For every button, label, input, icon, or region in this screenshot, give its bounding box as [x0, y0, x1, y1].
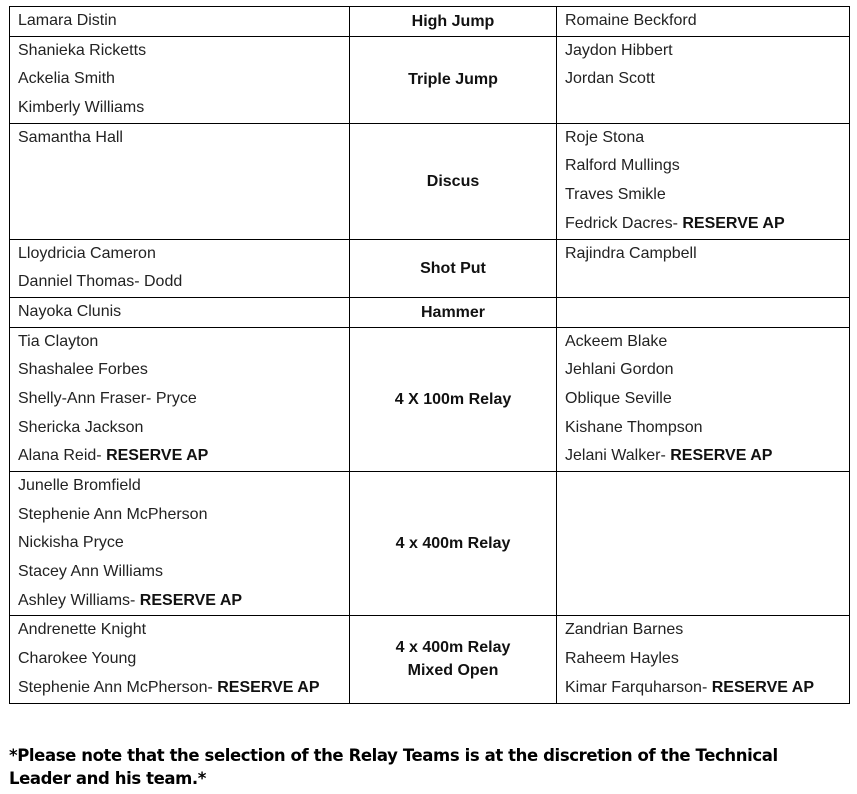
women-athletes-cell: [10, 472, 350, 616]
athlete-name: [18, 674, 341, 703]
athlete-name: [565, 210, 841, 239]
athlete-name-text: Stacey Ann Williams: [18, 563, 163, 581]
reserve-badge: RESERVE AP: [106, 447, 209, 465]
athlete-selection-table: [9, 6, 850, 704]
women-athletes-cell: [10, 7, 350, 37]
men-athletes-cell: [557, 297, 850, 327]
event-row: [10, 123, 850, 239]
athlete-name-text: Jordan Scott: [565, 70, 655, 88]
athlete-name-text: Ackeem Blake: [565, 332, 668, 350]
women-athletes-cell: [10, 616, 350, 703]
athlete-name: [565, 37, 841, 66]
event-row: [10, 36, 850, 123]
athlete-name-text: Roje Stona: [565, 128, 645, 146]
men-athletes-cell: [557, 123, 850, 239]
women-athletes-cell: [10, 239, 350, 297]
athlete-name-text: Lamara Distin: [18, 12, 117, 29]
athlete-name: [18, 587, 341, 616]
athlete-name-text: Raheem Hayles: [565, 650, 679, 668]
event-name: High Jump: [350, 7, 557, 37]
event-row: [10, 472, 850, 616]
athlete-name-text: Charokee Young: [18, 650, 137, 668]
reserve-badge: RESERVE AP: [711, 678, 814, 696]
athlete-name-text: Samantha Hall: [18, 128, 123, 146]
event-row: [10, 327, 850, 471]
athlete-name: [18, 442, 341, 471]
selection-note: [9, 744, 789, 790]
athlete-name-text: Alana Reid-: [18, 447, 102, 465]
women-athletes-cell: [10, 297, 350, 327]
event-row: [10, 239, 850, 297]
women-athletes-cell: [10, 327, 350, 471]
note-line-2: Leader and his team.*: [9, 769, 207, 788]
athlete-name: [18, 240, 341, 269]
empty-slot: [565, 472, 841, 501]
athlete-name: [18, 268, 341, 297]
athlete-name-text: Shashalee Forbes: [18, 361, 148, 379]
event-name: 4 X 100m Relay: [350, 327, 557, 471]
athlete-name-text: Jaydon Hibbert: [565, 41, 673, 59]
event-name: Hammer: [350, 297, 557, 327]
athlete-name: [565, 674, 841, 703]
athlete-name-text: Junelle Bromfield: [18, 477, 141, 494]
men-athletes-cell: [557, 472, 850, 616]
athlete-name: [18, 385, 341, 414]
athlete-name-text: Traves Smikle: [565, 186, 666, 204]
athlete-name-text: Stephenie Ann McPherson-: [18, 678, 213, 696]
athlete-name: [18, 414, 341, 443]
athlete-name-text: Danniel Thomas- Dodd: [18, 273, 183, 291]
reserve-badge: RESERVE AP: [139, 591, 243, 609]
reserve-badge: RESERVE AP: [682, 214, 785, 232]
athlete-name-text: Rajindra Campbell: [565, 244, 697, 262]
athlete-name: [18, 124, 341, 153]
athlete-name-text: Jelani Walker-: [565, 447, 666, 465]
event-name: Shot Put: [350, 239, 557, 297]
athlete-name-text: Lloydricia Cameron: [18, 244, 156, 262]
athlete-name: [18, 616, 341, 645]
reserve-badge: RESERVE AP: [670, 447, 773, 465]
athlete-name-text: Shanieka Ricketts: [18, 41, 147, 59]
event-row: [10, 7, 850, 37]
athlete-name-text: Romaine Beckford: [565, 12, 697, 29]
athlete-name: [565, 152, 841, 181]
athlete-name-text: Zandrian Barnes: [565, 621, 684, 639]
athlete-name: [565, 385, 841, 414]
men-athletes-cell: [557, 239, 850, 297]
athlete-name: [565, 181, 841, 210]
athlete-name: [18, 65, 341, 94]
event-name: 4 x 400m Relay Mixed Open: [350, 616, 557, 703]
athlete-name: [565, 65, 841, 94]
athlete-name: [565, 328, 841, 357]
athlete-name-text: Ackelia Smith: [18, 70, 115, 88]
men-athletes-cell: [557, 327, 850, 471]
athlete-name: [18, 558, 341, 587]
event-name: Discus: [350, 123, 557, 239]
athlete-name: [565, 616, 841, 645]
athlete-name: [18, 298, 341, 327]
athlete-name-text: Shericka Jackson: [18, 418, 144, 436]
men-athletes-cell: [557, 616, 850, 703]
athlete-name-text: Stephenie Ann McPherson: [18, 505, 208, 523]
event-row: [10, 616, 850, 703]
athlete-name: [565, 442, 841, 471]
empty-slot: [565, 298, 841, 327]
athlete-name-text: Ashley Williams-: [18, 591, 136, 609]
athlete-name: [18, 529, 341, 558]
athlete-name-text: Kimar Farquharson-: [565, 678, 708, 696]
men-athletes-cell: [557, 36, 850, 123]
athlete-name: [18, 94, 341, 123]
women-athletes-cell: [10, 123, 350, 239]
athlete-name: [18, 328, 341, 357]
athlete-name-text: Ralford Mullings: [565, 157, 680, 175]
athlete-name-text: Kishane Thompson: [565, 418, 703, 436]
athlete-name-text: Nayoka Clunis: [18, 302, 122, 320]
athlete-name: [565, 7, 841, 36]
reserve-badge: RESERVE AP: [217, 678, 320, 696]
note-line-1: *Please note that the selection of the Relay Teams is at the discretion of the Technical: [9, 746, 778, 765]
athlete-name: [565, 356, 841, 385]
athlete-name-text: Tia Clayton: [18, 332, 99, 350]
men-athletes-cell: [557, 7, 850, 37]
event-name: 4 x 400m Relay: [350, 472, 557, 616]
event-row: [10, 297, 850, 327]
athlete-name-text: Fedrick Dacres-: [565, 214, 678, 232]
athlete-name: [18, 356, 341, 385]
athlete-name-text: Kimberly Williams: [18, 99, 145, 117]
athlete-name: [18, 472, 341, 501]
athlete-name: [565, 414, 841, 443]
athlete-name: [18, 645, 341, 674]
athlete-name-text: Nickisha Pryce: [18, 534, 124, 552]
athlete-name: [565, 124, 841, 153]
athlete-name: [18, 37, 341, 66]
athlete-name: [565, 240, 841, 269]
athlete-name: [565, 645, 841, 674]
athlete-name-text: Jehlani Gordon: [565, 361, 674, 379]
athlete-name: [18, 7, 341, 36]
athlete-name-text: Andrenette Knight: [18, 621, 147, 639]
athlete-name: [18, 501, 341, 530]
athlete-name-text: Oblique Seville: [565, 389, 672, 407]
athlete-name-text: Shelly-Ann Fraser- Pryce: [18, 389, 197, 407]
women-athletes-cell: [10, 36, 350, 123]
event-name: Triple Jump: [350, 36, 557, 123]
